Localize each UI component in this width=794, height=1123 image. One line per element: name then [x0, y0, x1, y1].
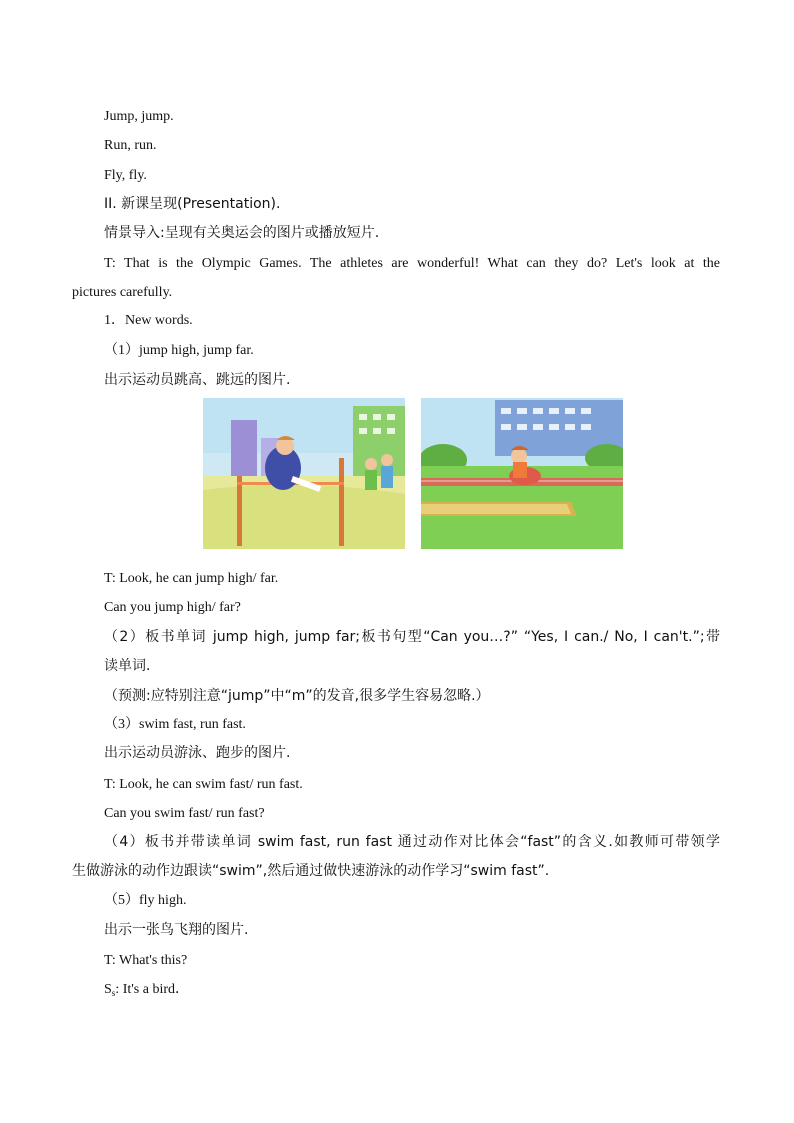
text-line: Can you swim fast/ run fast?: [104, 806, 265, 821]
text-line: Fly, fly.: [104, 168, 147, 183]
speaker-label: S: [104, 982, 112, 997]
text-line: 读单词.: [104, 658, 151, 674]
text-line: T: Look, he can jump high/ far.: [104, 571, 279, 586]
text-line: Can you jump high/ far?: [104, 600, 241, 615]
text-line: Jump, jump.: [104, 109, 174, 124]
section-heading: II. 新课呈现(Presentation).: [104, 196, 281, 212]
text-line: Run, run.: [104, 138, 157, 153]
text-line: 情景导入:呈现有关奥运会的图片或播放短片.: [104, 225, 380, 241]
text-line: [104, 980, 189, 1003]
high-jump-illustration: [203, 398, 405, 549]
text-line: 生做游泳的动作边跟读“swim”,然后通过做快速游泳的动作学习“swim fast”.: [72, 863, 550, 879]
text-line: 出示运动员游泳、跑步的图片.: [104, 745, 291, 761]
text-line: T: That is the Olympic Games. The athletes are wonderful! What can they do? Let's look at the: [104, 256, 720, 271]
text-line: （3）swim fast, run fast.: [104, 717, 246, 732]
text-line: T: What's this?: [104, 953, 188, 968]
line-text: : It's a bird．: [115, 982, 189, 997]
text-line: pictures carefully.: [72, 285, 173, 300]
text-line: （4）板书并带读单词 swim fast, run fast 通过动作对比体会“fast”的含义.如教师可带领学: [104, 834, 720, 850]
text-line: （预测:应特别注意“jump”中“m”的发音,很多学生容易忽略.）: [104, 688, 490, 704]
text-line: 出示一张鸟飞翔的图片.: [104, 922, 249, 938]
text-line: （2）板书单词 jump high, jump far;板书句型“Can you…?” “Yes, I can./ No, I can't.”;带: [104, 629, 720, 645]
long-jump-illustration: [421, 398, 623, 549]
speaker-subscript: s: [111, 988, 116, 998]
text-line: T: Look, he can swim fast/ run fast.: [104, 777, 303, 792]
subsection-heading: 1．New words.: [104, 313, 193, 328]
text-line: （5）fly high.: [104, 893, 187, 908]
text-line: 出示运动员跳高、跳远的图片.: [104, 372, 291, 388]
text-line: （1）jump high, jump far.: [104, 343, 254, 358]
